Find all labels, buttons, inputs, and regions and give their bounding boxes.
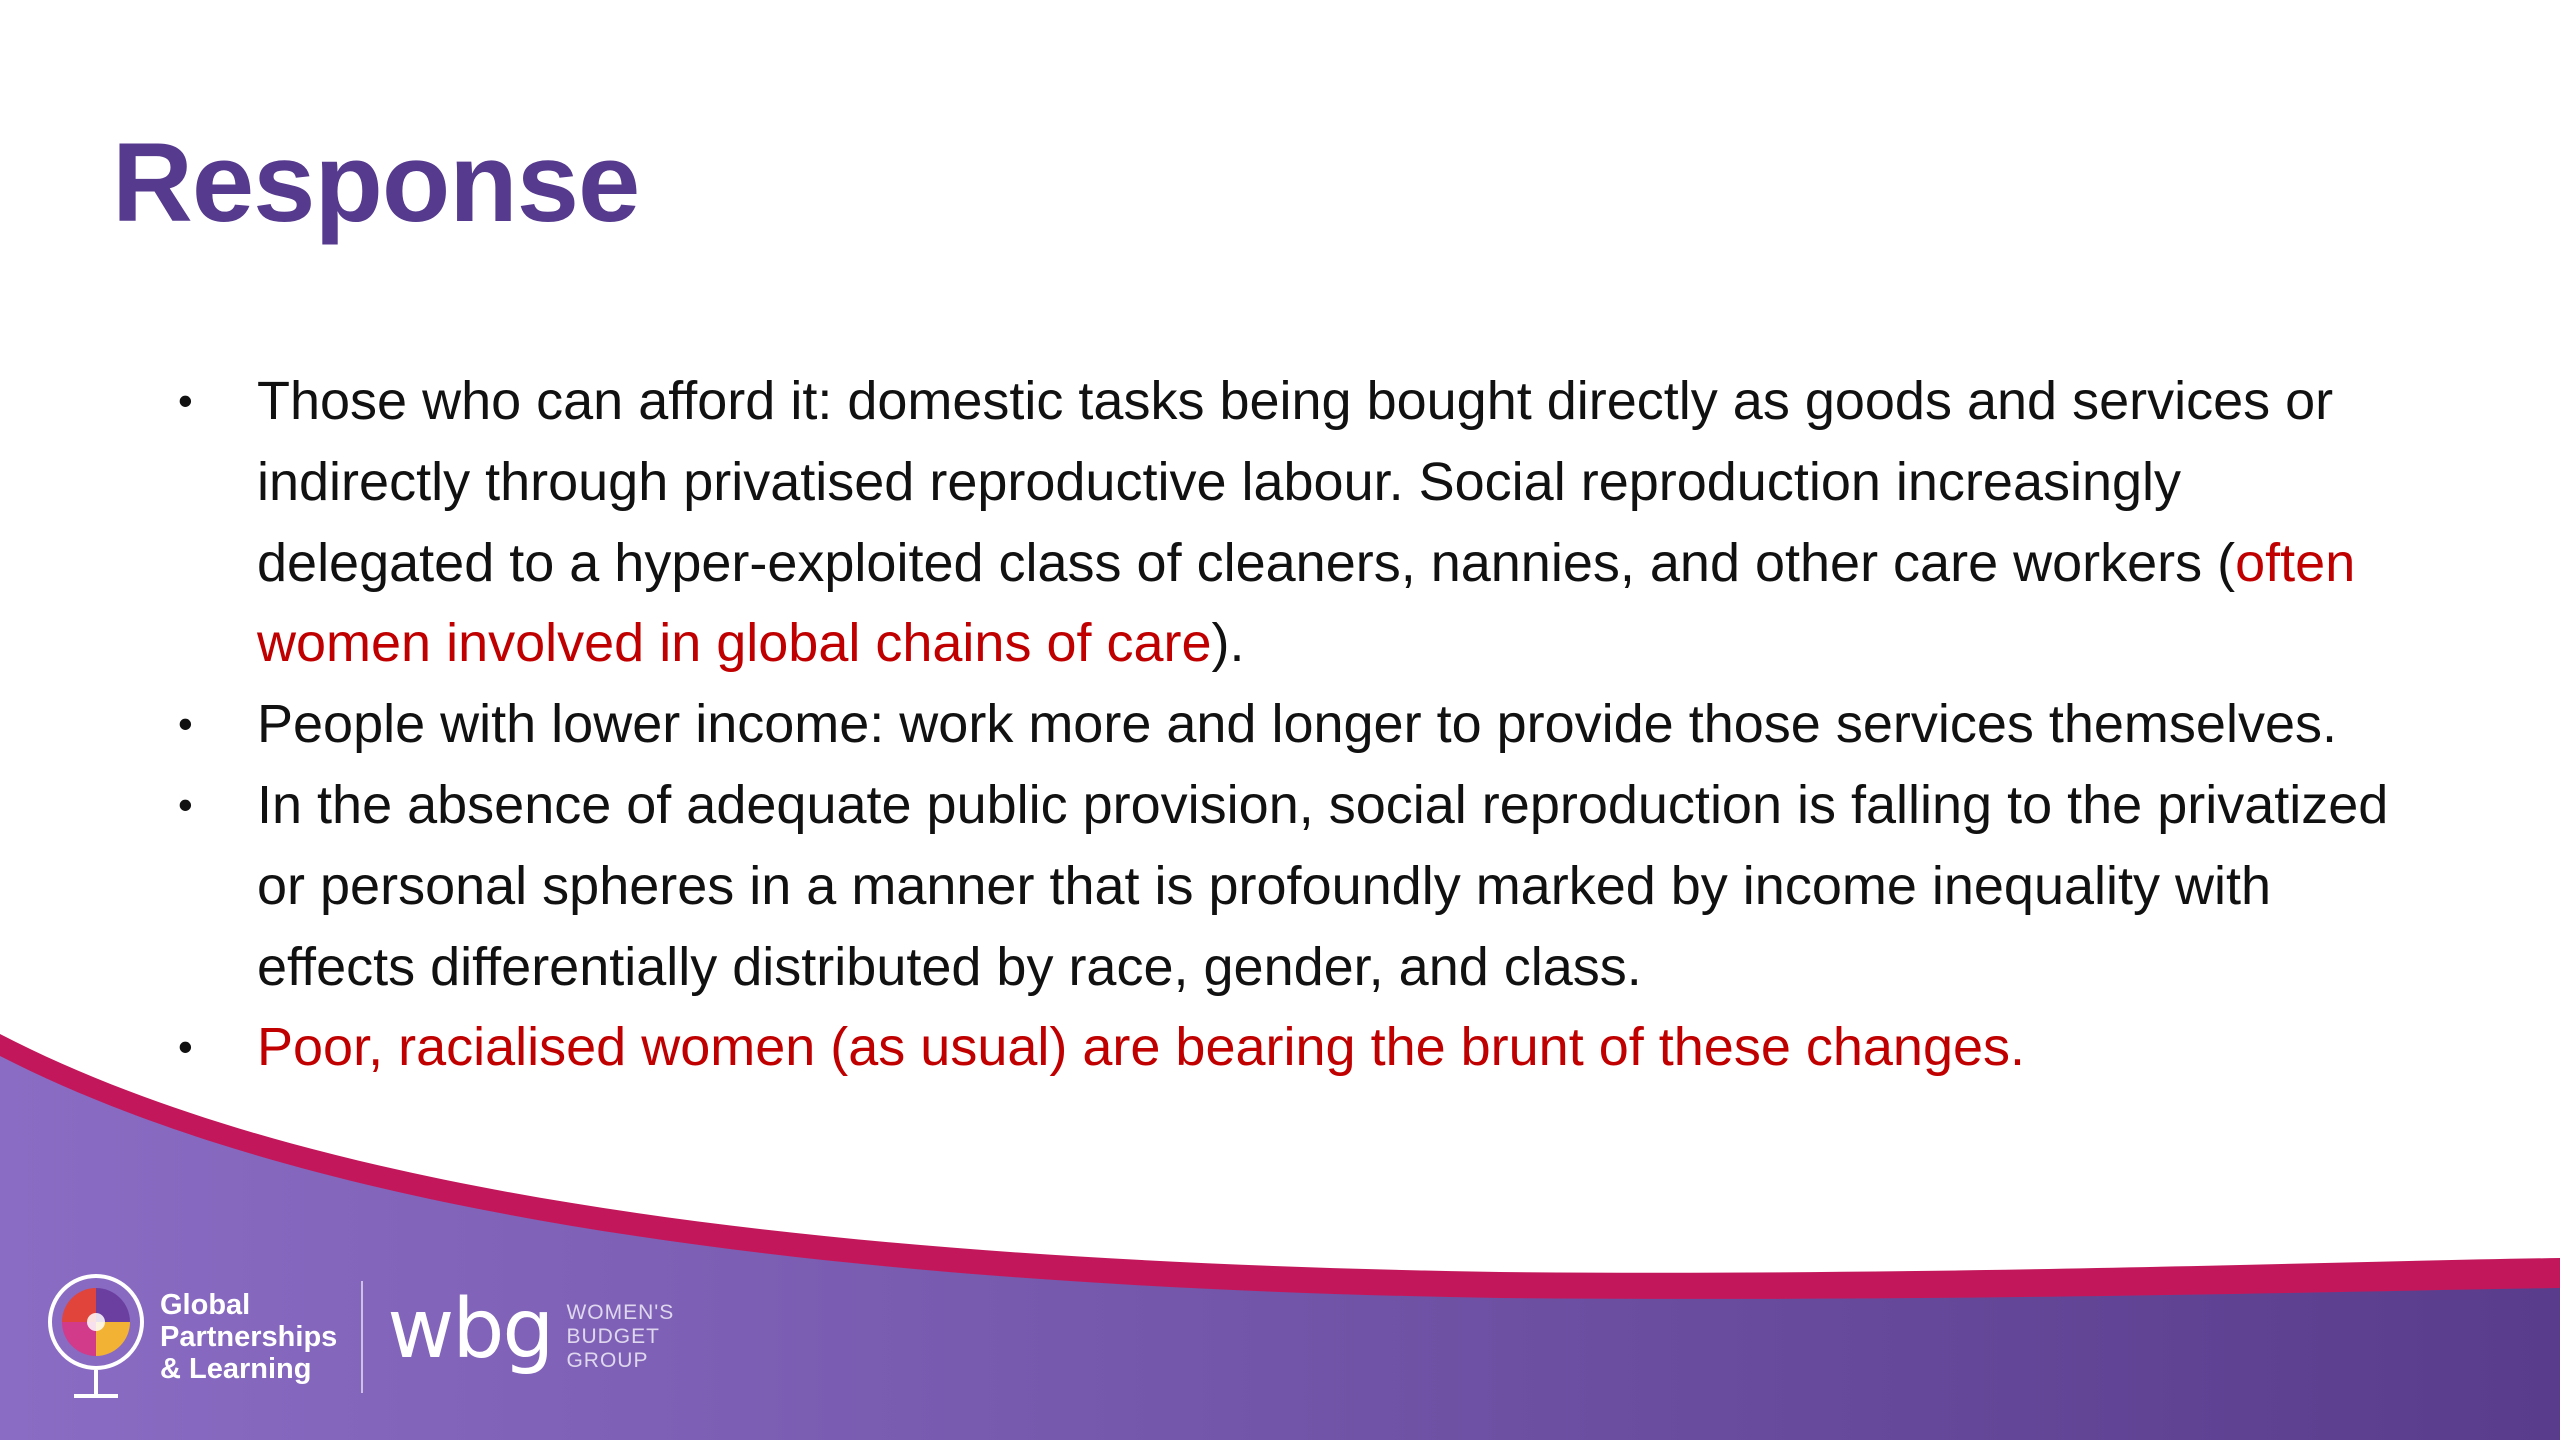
footer-logos	[40, 1262, 674, 1412]
gpl-logo-line: Partnerships	[160, 1321, 338, 1353]
gpl-logo-line: & Learning	[160, 1353, 312, 1385]
globe-puzzle-icon	[40, 1262, 148, 1412]
bullet-text-segment: People with lower income: work more and longer to provide those services themselves.	[257, 694, 2337, 755]
bullet-text-segment: In the absence of adequate public provision, social reproduction is falling to the privatized or personal spheres in a manner that is profoundly marked by income inequality with effects differentially distributed by race, gender, and class.	[257, 774, 2389, 997]
gpl-logo-text	[160, 1289, 337, 1385]
gpl-logo-line: Global	[160, 1289, 251, 1321]
bullet-item	[170, 765, 2410, 1007]
bullet-marker: •	[178, 780, 193, 828]
wbg-logo-line: GROUP	[566, 1349, 649, 1372]
bullet-text-segment: ).	[1211, 613, 1245, 674]
wbg-logo-line: WOMEN'S	[566, 1301, 675, 1324]
wbg-logo-mark: wbg	[387, 1282, 553, 1377]
wbg-logo-line: BUDGET	[566, 1325, 660, 1348]
bullet-item	[170, 1007, 2410, 1088]
bullet-marker: •	[178, 1023, 193, 1071]
wbg-logo-text	[566, 1301, 674, 1373]
logo-divider	[361, 1281, 363, 1393]
slide-title: Response	[112, 120, 640, 245]
bullet-item	[170, 684, 2410, 765]
bullet-list	[170, 361, 2410, 1088]
bullet-highlight-segment: Poor, racialised women (as usual) are bearing the brunt of these changes.	[257, 1017, 2026, 1078]
bullet-highlight-segment: often women involved in global chains of care	[257, 532, 2356, 674]
bullet-text-segment: Those who can afford it: domestic tasks being bought directly as goods and services or indirectly through privatised reproductive labour. Social reproduction increasingly delegated to a hyper-exploited class of cleaners, nannies, and other care workers (	[257, 371, 2334, 593]
bullet-marker: •	[178, 377, 193, 424]
bullet-marker: •	[178, 700, 193, 748]
bullet-item	[170, 361, 2410, 684]
